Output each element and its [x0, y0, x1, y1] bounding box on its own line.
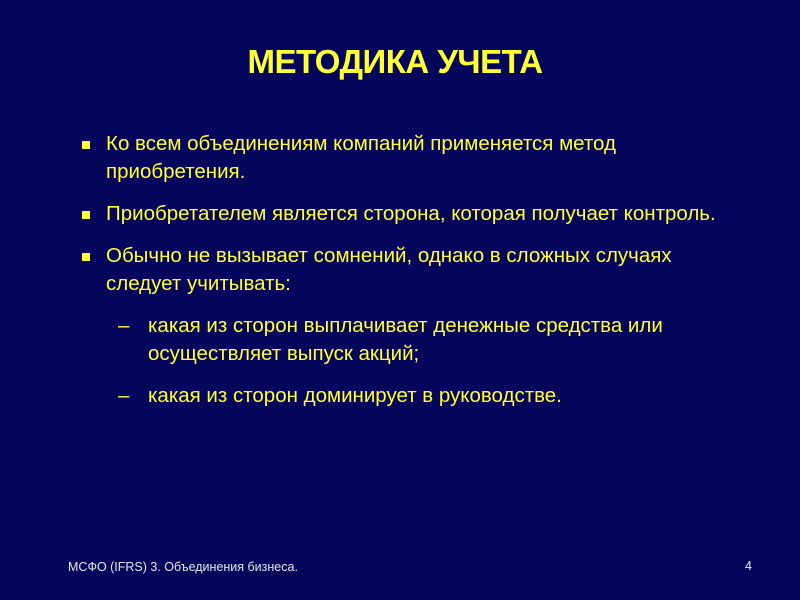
bullet-item [80, 200, 740, 228]
square-bullet-icon [82, 253, 90, 261]
bullet-text: Ко всем объединениям компаний применяется метод приобретения. [106, 132, 616, 183]
bullet-text: Обычно не вызывает сомнений, однако в сложных случаях следует учитывать: [106, 244, 672, 295]
bullet-text: Приобретателем является сторона, которая получает контроль. [106, 202, 716, 225]
bullet-list [80, 130, 740, 424]
square-bullet-icon [82, 141, 90, 149]
page-number: 4 [745, 559, 752, 573]
bullet-item [80, 130, 740, 186]
square-bullet-icon [82, 211, 90, 219]
sub-bullet-text: какая из сторон доминирует в руководстве. [148, 384, 562, 407]
dash-bullet-icon: – [118, 384, 130, 407]
sub-bullet-item [80, 382, 740, 410]
sub-bullet-text: какая из сторон выплачивает денежные средства или осуществляет выпуск акций; [148, 314, 663, 365]
dash-bullet-icon: – [118, 314, 130, 337]
slide-title: МЕТОДИКА УЧЕТА [247, 43, 543, 80]
footer-caption: МСФО (IFRS) 3. Объединения бизнеса. [68, 560, 298, 574]
bullet-item [80, 242, 740, 298]
sub-bullet-item [80, 312, 740, 368]
